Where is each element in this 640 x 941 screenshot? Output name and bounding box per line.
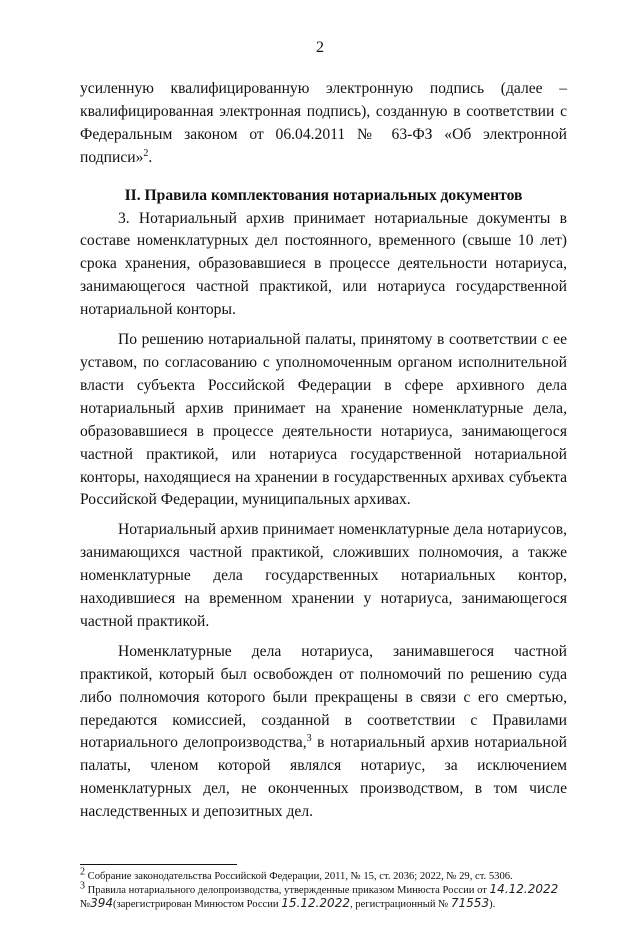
handwritten-date: 14.12.2022 xyxy=(489,882,559,897)
paragraph: Нотариальный архив принимает номенклатурные дела нотариусов, занимающихся частной практикой, сложивших полномочия, а также номенклатурные дела государственных нотариальных контор, находившиеся на временном хранении у нотариуса, занимающегося частной практикой. xyxy=(80,521,567,630)
footnote-text: Правила нотариального делопроизводства, утвержденные приказом Минюста России от xyxy=(85,885,490,897)
handwritten-number: 394 xyxy=(90,896,114,911)
footnote-mark: 2 xyxy=(80,866,85,878)
paragraph-text: в нотариальный архив нотариальной палаты, членом которой являлся нотариус, за исключением номенклатурных дел, не оконченных производством, в том числе наследственных и депозитных дел. xyxy=(80,734,567,821)
footnote-text: , регистрационный № xyxy=(349,899,451,911)
number-sign: № xyxy=(80,899,91,911)
handwritten-reg-number: 71553 xyxy=(450,896,490,911)
page-column xyxy=(80,58,567,941)
footnote-3 xyxy=(80,880,567,911)
footnote-ref-3: 3 xyxy=(306,733,312,745)
intro-text: усиленную квалифицированную электронную подпись (далее – квалифицированная электронная подпись), созданную в соответствии с Федеральным законом от 06.04.2011 № 63-ФЗ «Об электронной подписи» xyxy=(80,80,567,166)
paragraph-3: 3. Нотариальный архив принимает нотариальные документы в составе номенклатурных дел постоянного, временного (свыше 10 лет) срока хранения, образовавшиеся в процессе деятельности нотариуса, занимающегося частной практикой, или нотариуса государственной нотариальной конторы. xyxy=(80,209,567,319)
footnote-text: ). xyxy=(489,899,496,911)
section-heading: II. Правила комплектования нотариальных документов xyxy=(124,186,523,204)
paragraph-text: Номенклатурные дела нотариуса, занимавшегося частной практикой, который был освобожден от полномочий по решению суда либо полномочия которого были прекращены в связи с его смертью, передаются комиссией, созданной в соответствии с Правилами нотариального делопроизводства, xyxy=(80,642,567,752)
footnote-text: (зарегистрирован Минюстом России xyxy=(113,899,282,911)
page-number: 2 xyxy=(316,39,324,56)
document-body xyxy=(80,78,567,824)
handwritten-reg-date: 15.12.2022 xyxy=(281,896,350,911)
paragraph: По решению нотариальной палаты, принятому в соответствии с ее уставом, по согласованию с уполномоченным органом исполнительной власти субъекта Российской Федерации в сфере архивного дела нотариальный архив принимает на хранение номенклатурные дела, образовавшиеся в процессе деятельности нотариуса, занимающегося частной практикой, или нотариуса государственной нотариальной конторы, находящиеся на хранении в государственных архивах субъекта Российской Федерации, муниципальных архивах. xyxy=(80,331,567,509)
intro-paragraph xyxy=(80,78,567,170)
paragraph xyxy=(80,641,567,824)
intro-end: . xyxy=(148,148,153,166)
footnote-mark: 3 xyxy=(80,880,85,892)
footnote-ref-2: 2 xyxy=(143,147,149,159)
footnote-divider xyxy=(80,864,237,865)
footnote-text: Собрание законодательства Российской Федерации, 2011, № 15, ст. 2036; 2022, № 29, ст. 5306. xyxy=(85,871,513,883)
